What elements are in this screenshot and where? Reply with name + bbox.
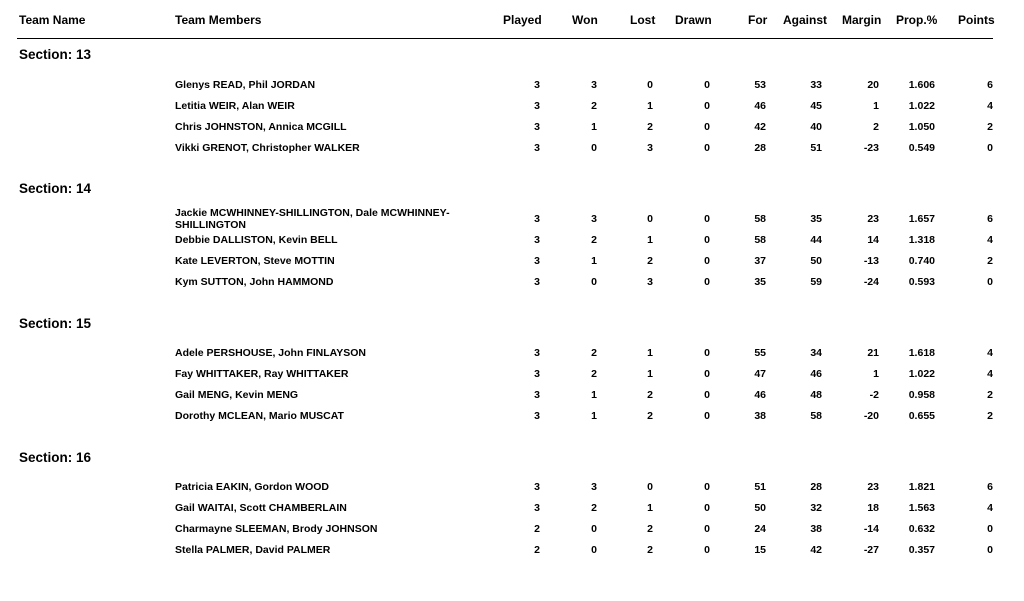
against-cell: 32 <box>810 502 822 514</box>
points-cell: 4 <box>987 502 993 514</box>
against-cell: 35 <box>810 213 822 225</box>
against-cell: 34 <box>810 347 822 359</box>
against-cell: 40 <box>810 121 822 133</box>
won-cell: 3 <box>591 213 597 225</box>
won-cell: 2 <box>591 368 597 380</box>
margin-cell: 14 <box>867 234 879 246</box>
played-cell: 3 <box>534 410 540 422</box>
margin-cell: 2 <box>873 121 879 133</box>
points-cell: 2 <box>987 255 993 267</box>
points-cell: 0 <box>987 142 993 154</box>
played-cell: 3 <box>534 234 540 246</box>
played-cell: 3 <box>534 100 540 112</box>
lost-cell: 2 <box>647 255 653 267</box>
prop-cell: 1.821 <box>908 481 935 493</box>
against-cell: 46 <box>810 368 822 380</box>
prop-cell: 0.655 <box>908 410 935 422</box>
prop-cell: 0.958 <box>908 389 935 401</box>
table-row <box>0 276 1024 296</box>
margin-cell: -23 <box>863 142 879 154</box>
table-row <box>0 234 1024 254</box>
prop-cell: 0.593 <box>908 276 935 288</box>
won-cell: 1 <box>591 255 597 267</box>
margin-cell: 21 <box>867 347 879 359</box>
table-row <box>0 368 1024 388</box>
drawn-cell: 0 <box>704 389 710 401</box>
points-cell: 4 <box>987 234 993 246</box>
lost-cell: 2 <box>647 121 653 133</box>
lost-cell: 2 <box>647 523 653 535</box>
drawn-cell: 0 <box>704 347 710 359</box>
section-title: Section: 13 <box>19 47 92 62</box>
played-cell: 3 <box>534 481 540 493</box>
won-cell: 1 <box>591 410 597 422</box>
for-cell: 35 <box>754 276 766 288</box>
points-cell: 2 <box>987 389 993 401</box>
margin-cell: -14 <box>863 523 879 535</box>
header-prop: Prop.% <box>896 13 938 27</box>
prop-cell: 1.657 <box>908 213 935 225</box>
against-cell: 58 <box>810 410 822 422</box>
lost-cell: 0 <box>647 481 653 493</box>
won-cell: 2 <box>591 234 597 246</box>
header-points: Points <box>958 13 995 27</box>
points-cell: 0 <box>987 276 993 288</box>
for-cell: 58 <box>754 234 766 246</box>
drawn-cell: 0 <box>704 276 710 288</box>
prop-cell: 0.632 <box>908 523 935 535</box>
team-members-cell: Charmayne SLEEMAN, Brody JOHNSON <box>175 523 378 535</box>
drawn-cell: 0 <box>704 410 710 422</box>
won-cell: 0 <box>591 142 597 154</box>
against-cell: 45 <box>810 100 822 112</box>
for-cell: 15 <box>754 544 766 556</box>
margin-cell: 1 <box>873 368 879 380</box>
lost-cell: 2 <box>647 544 653 556</box>
drawn-cell: 0 <box>704 544 710 556</box>
header-for: For <box>748 13 768 27</box>
table-row <box>0 142 1024 162</box>
prop-cell: 0.549 <box>908 142 935 154</box>
played-cell: 2 <box>534 544 540 556</box>
team-members-cell: Fay WHITTAKER, Ray WHITTAKER <box>175 368 349 380</box>
lost-cell: 1 <box>647 234 653 246</box>
against-cell: 28 <box>810 481 822 493</box>
points-cell: 4 <box>987 100 993 112</box>
team-members-cell: Kym SUTTON, John HAMMOND <box>175 276 334 288</box>
points-cell: 2 <box>987 121 993 133</box>
played-cell: 3 <box>534 213 540 225</box>
for-cell: 24 <box>754 523 766 535</box>
for-cell: 46 <box>754 389 766 401</box>
team-members-cell: Debbie DALLISTON, Kevin BELL <box>175 234 338 246</box>
lost-cell: 0 <box>647 213 653 225</box>
won-cell: 1 <box>591 389 597 401</box>
lost-cell: 3 <box>647 142 653 154</box>
table-row <box>0 347 1024 367</box>
margin-cell: -13 <box>863 255 879 267</box>
header-team-name: Team Name <box>19 13 86 27</box>
won-cell: 2 <box>591 502 597 514</box>
table-row <box>0 481 1024 501</box>
prop-cell: 0.357 <box>908 544 935 556</box>
table-row <box>0 502 1024 522</box>
team-members-cell: Jackie MCWHINNEY-SHILLINGTON, Dale MCWHINNEY-SHILLINGTON <box>175 207 450 231</box>
for-cell: 51 <box>754 481 766 493</box>
header-divider <box>17 38 993 39</box>
prop-cell: 0.740 <box>908 255 935 267</box>
margin-cell: -27 <box>863 544 879 556</box>
for-cell: 37 <box>754 255 766 267</box>
points-cell: 2 <box>987 410 993 422</box>
table-row <box>0 410 1024 430</box>
drawn-cell: 0 <box>704 481 710 493</box>
prop-cell: 1.022 <box>908 100 935 112</box>
for-cell: 46 <box>754 100 766 112</box>
prop-cell: 1.618 <box>908 347 935 359</box>
for-cell: 55 <box>754 347 766 359</box>
team-members-cell: Adele PERSHOUSE, John FINLAYSON <box>175 347 366 359</box>
won-cell: 2 <box>591 100 597 112</box>
won-cell: 3 <box>591 481 597 493</box>
won-cell: 0 <box>591 523 597 535</box>
points-cell: 6 <box>987 213 993 225</box>
table-row <box>0 255 1024 275</box>
prop-cell: 1.050 <box>908 121 935 133</box>
table-row <box>0 523 1024 543</box>
against-cell: 33 <box>810 79 822 91</box>
header-team-members: Team Members <box>175 13 262 27</box>
lost-cell: 1 <box>647 100 653 112</box>
prop-cell: 1.022 <box>908 368 935 380</box>
team-members-cell: Dorothy MCLEAN, Mario MUSCAT <box>175 410 344 422</box>
team-members-cell: Kate LEVERTON, Steve MOTTIN <box>175 255 335 267</box>
played-cell: 2 <box>534 523 540 535</box>
team-members-cell: Chris JOHNSTON, Annica MCGILL <box>175 121 347 133</box>
for-cell: 58 <box>754 213 766 225</box>
drawn-cell: 0 <box>704 523 710 535</box>
margin-cell: 23 <box>867 481 879 493</box>
team-members-cell: Gail MENG, Kevin MENG <box>175 389 299 401</box>
points-cell: 4 <box>987 347 993 359</box>
against-cell: 50 <box>810 255 822 267</box>
header-won: Won <box>572 13 598 27</box>
team-members-cell: Patricia EAKIN, Gordon WOOD <box>175 481 330 493</box>
margin-cell: 1 <box>873 100 879 112</box>
won-cell: 0 <box>591 276 597 288</box>
header-played: Played <box>503 13 542 27</box>
points-cell: 6 <box>987 79 993 91</box>
team-members-cell: Stella PALMER, David PALMER <box>175 544 331 556</box>
table-row <box>0 100 1024 120</box>
prop-cell: 1.563 <box>908 502 935 514</box>
against-cell: 59 <box>810 276 822 288</box>
margin-cell: -2 <box>869 389 879 401</box>
table-row <box>0 79 1024 99</box>
drawn-cell: 0 <box>704 121 710 133</box>
drawn-cell: 0 <box>704 234 710 246</box>
prop-cell: 1.606 <box>908 79 935 91</box>
against-cell: 48 <box>810 389 822 401</box>
played-cell: 3 <box>534 79 540 91</box>
points-cell: 0 <box>987 523 993 535</box>
for-cell: 38 <box>754 410 766 422</box>
against-cell: 38 <box>810 523 822 535</box>
played-cell: 3 <box>534 389 540 401</box>
won-cell: 2 <box>591 347 597 359</box>
prop-cell: 1.318 <box>908 234 935 246</box>
table-row <box>0 121 1024 141</box>
margin-cell: -20 <box>863 410 879 422</box>
team-members-cell: Gail WAITAI, Scott CHAMBERLAIN <box>175 502 347 514</box>
section-title: Section: 16 <box>19 450 92 465</box>
section-title: Section: 14 <box>19 181 92 196</box>
lost-cell: 0 <box>647 79 653 91</box>
played-cell: 3 <box>534 347 540 359</box>
played-cell: 3 <box>534 502 540 514</box>
against-cell: 44 <box>810 234 822 246</box>
drawn-cell: 0 <box>704 100 710 112</box>
won-cell: 3 <box>591 79 597 91</box>
lost-cell: 1 <box>647 368 653 380</box>
for-cell: 42 <box>754 121 766 133</box>
played-cell: 3 <box>534 368 540 380</box>
team-members-cell: Vikki GRENOT, Christopher WALKER <box>175 142 360 154</box>
for-cell: 50 <box>754 502 766 514</box>
played-cell: 3 <box>534 276 540 288</box>
header-lost: Lost <box>630 13 656 27</box>
against-cell: 51 <box>810 142 822 154</box>
drawn-cell: 0 <box>704 368 710 380</box>
team-members-cell: Letitia WEIR, Alan WEIR <box>175 100 295 112</box>
table-row <box>0 544 1024 564</box>
margin-cell: 18 <box>867 502 879 514</box>
lost-cell: 2 <box>647 389 653 401</box>
table-row <box>0 207 1024 233</box>
team-members-cell: Glenys READ, Phil JORDAN <box>175 79 316 91</box>
drawn-cell: 0 <box>704 142 710 154</box>
lost-cell: 3 <box>647 276 653 288</box>
margin-cell: 20 <box>867 79 879 91</box>
played-cell: 3 <box>534 255 540 267</box>
drawn-cell: 0 <box>704 213 710 225</box>
drawn-cell: 0 <box>704 502 710 514</box>
points-cell: 4 <box>987 368 993 380</box>
header-drawn: Drawn <box>675 13 712 27</box>
header-against: Against <box>783 13 828 27</box>
section-title: Section: 15 <box>19 316 92 331</box>
for-cell: 53 <box>754 79 766 91</box>
for-cell: 47 <box>754 368 766 380</box>
lost-cell: 2 <box>647 410 653 422</box>
won-cell: 1 <box>591 121 597 133</box>
table-row <box>0 389 1024 409</box>
lost-cell: 1 <box>647 502 653 514</box>
points-cell: 6 <box>987 481 993 493</box>
lost-cell: 1 <box>647 347 653 359</box>
played-cell: 3 <box>534 142 540 154</box>
header-margin: Margin <box>842 13 882 27</box>
margin-cell: -24 <box>863 276 879 288</box>
drawn-cell: 0 <box>704 79 710 91</box>
played-cell: 3 <box>534 121 540 133</box>
for-cell: 28 <box>754 142 766 154</box>
against-cell: 42 <box>810 544 822 556</box>
margin-cell: 23 <box>867 213 879 225</box>
won-cell: 0 <box>591 544 597 556</box>
drawn-cell: 0 <box>704 255 710 267</box>
points-cell: 0 <box>987 544 993 556</box>
